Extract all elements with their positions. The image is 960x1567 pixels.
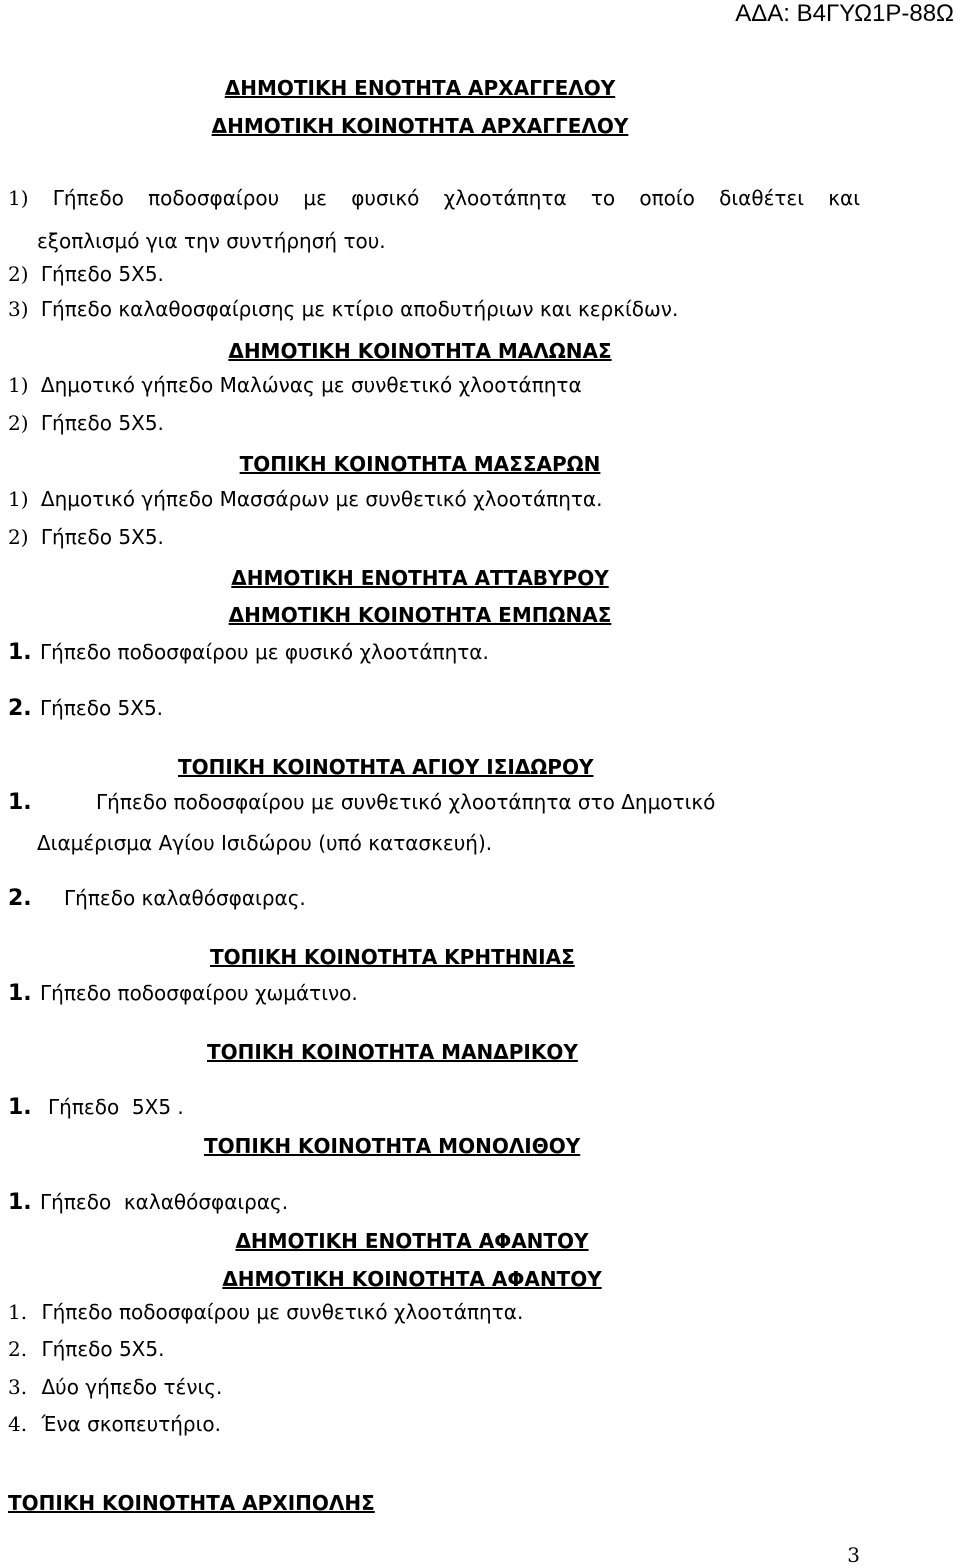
item-text: Γήπεδο 5Χ5. [40, 262, 164, 286]
item-number: 1. [8, 1300, 28, 1324]
list-item [8, 1095, 184, 1120]
list-item [8, 640, 489, 665]
word: φυσικό [351, 186, 420, 210]
list-item [8, 411, 164, 435]
word: και [828, 186, 860, 210]
item-text: Γήπεδο ποδοσφαίρου με συνθετικό χλοοτάπητα στο Δημοτικό [96, 790, 716, 814]
word: το [590, 186, 616, 210]
list-item [8, 886, 306, 911]
item-text: Γήπεδο 5Χ5. [41, 1337, 165, 1361]
community-heading-archipoli: ΤΟΠΙΚΗ ΚΟΙΝΟΤΗΤΑ ΑΡΧΙΠΟΛΗΣ [8, 1491, 375, 1515]
list-item [8, 186, 860, 210]
item-number: 1. [8, 640, 32, 665]
community-heading-emponas: ΔΗΜΟΤΙΚΗ ΚΟΙΝΟΤΗΤΑ ΕΜΠΩΝΑΣ [228, 603, 612, 627]
list-item [8, 790, 715, 815]
list-item [8, 487, 602, 511]
community-heading-malona: ΔΗΜΟΤΙΚΗ ΚΟΙΝΟΤΗΤΑ ΜΑΛΩΝΑΣ [228, 339, 612, 363]
document-id: ΑΔΑ: Β4ΓΥΩ1Ρ-88Ω [735, 0, 954, 27]
item-text: Γήπεδο 5Χ5. [40, 696, 164, 720]
item-text: Γήπεδο ποδοσφαίρου χωμάτινο. [40, 981, 358, 1005]
list-item-continuation: Διαμέρισμα Αγίου Ισιδώρου (υπό κατασκευή). [37, 831, 493, 855]
community-heading-archaggelos: ΔΗΜΟΤΙΚΗ ΚΟΙΝΟΤΗΤΑ ΑΡΧΑΓΓΕΛΟΥ [211, 114, 629, 138]
item-number: 1. [8, 1190, 32, 1215]
word: οποίο [639, 186, 695, 210]
word: με [303, 186, 327, 210]
item-text: Γήπεδο ποδοσφαίρου με φυσικό χλοοτάπητα. [40, 640, 489, 664]
list-item [8, 1337, 164, 1361]
item-text: Γήπεδο 5Χ5 . [48, 1095, 184, 1119]
item-number: 3. [8, 1375, 28, 1399]
item-number: 2. [8, 1337, 28, 1361]
community-heading-agios-isidoros: ΤΟΠΙΚΗ ΚΟΙΝΟΤΗΤΑ ΑΓΙΟΥ ΙΣΙΔΩΡΟΥ [178, 755, 594, 779]
item-text: Γήπεδο ποδοσφαίρου με συνθετικό χλοοτάπητα. [41, 1300, 524, 1324]
word: Γήπεδο [52, 186, 124, 210]
word: χλοοτάπητα [443, 186, 567, 210]
community-heading-massari: ΤΟΠΙΚΗ ΚΟΙΝΟΤΗΤΑ ΜΑΣΣΑΡΩΝ [239, 452, 601, 476]
item-number: 2) [8, 262, 29, 286]
list-item [8, 525, 164, 549]
word: ποδοσφαίρου [148, 186, 280, 210]
item-number: 4. [8, 1412, 28, 1436]
list-item [8, 1375, 222, 1399]
item-number: 2) [8, 525, 29, 549]
community-heading-monolithos: ΤΟΠΙΚΗ ΚΟΙΝΟΤΗΤΑ ΜΟΝΟΛΙΘΟΥ [204, 1134, 581, 1158]
unit-heading-archaggelos: ΔΗΜΟΤΙΚΗ ΕΝΟΤΗΤΑ ΑΡΧΑΓΓΕΛΟΥ [224, 76, 616, 100]
community-heading-afantou: ΔΗΜΟΤΙΚΗ ΚΟΙΝΟΤΗΤΑ ΑΦΑΝΤΟΥ [222, 1267, 602, 1291]
item-text: Δημοτικό γήπεδο Μασσάρων με συνθετικό χλοοτάπητα. [40, 487, 603, 511]
item-text: Γήπεδο 5Χ5. [40, 411, 164, 435]
list-item [8, 696, 163, 721]
list-item [8, 373, 582, 397]
item-number: 1. [8, 981, 32, 1006]
list-item [8, 981, 358, 1006]
item-text: Γήπεδο καλαθόσφαιρας. [40, 1190, 289, 1214]
item-text: Γήπεδο καλαθοσφαίρισης με κτίριο αποδυτήριων και κερκίδων. [40, 297, 679, 321]
unit-heading-afantou: ΔΗΜΟΤΙΚΗ ΕΝΟΤΗΤΑ ΑΦΑΝΤΟΥ [235, 1229, 589, 1253]
item-number: 1) [8, 373, 29, 397]
list-item [8, 262, 164, 286]
item-number: 2) [8, 411, 29, 435]
item-text: Γήπεδο 5Χ5. [40, 525, 164, 549]
community-heading-mandriko: ΤΟΠΙΚΗ ΚΟΙΝΟΤΗΤΑ ΜΑΝΔΡΙΚΟΥ [207, 1040, 578, 1064]
item-text: Γήπεδο καλαθόσφαιρας. [64, 886, 306, 910]
page-number: 3 [847, 1543, 860, 1567]
item-number: 1. [8, 790, 32, 815]
item-number: 1. [8, 1095, 32, 1120]
list-item [8, 1412, 221, 1436]
item-text: Ένα σκοπευτήριο. [41, 1412, 221, 1436]
item-number: 2. [8, 696, 32, 721]
list-item [8, 1190, 288, 1215]
item-number: 1) [8, 186, 29, 210]
word: διαθέτει [719, 186, 804, 210]
item-number: 1) [8, 487, 29, 511]
community-heading-kritinia: ΤΟΠΙΚΗ ΚΟΙΝΟΤΗΤΑ ΚΡΗΤΗΝΙΑΣ [210, 945, 575, 969]
item-number: 2. [8, 886, 32, 911]
unit-heading-attavyros: ΔΗΜΟΤΙΚΗ ΕΝΟΤΗΤΑ ΑΤΤΑΒΥΡΟΥ [231, 566, 609, 590]
item-number: 3) [8, 297, 29, 321]
list-item-continuation: εξοπλισμό για την συντήρησή του. [37, 229, 386, 253]
list-item [8, 297, 678, 321]
item-text: Δημοτικό γήπεδο Μαλώνας με συνθετικό χλοοτάπητα [40, 373, 582, 397]
item-text: Δύο γήπεδο τένις. [41, 1375, 223, 1399]
list-item [8, 1300, 523, 1324]
